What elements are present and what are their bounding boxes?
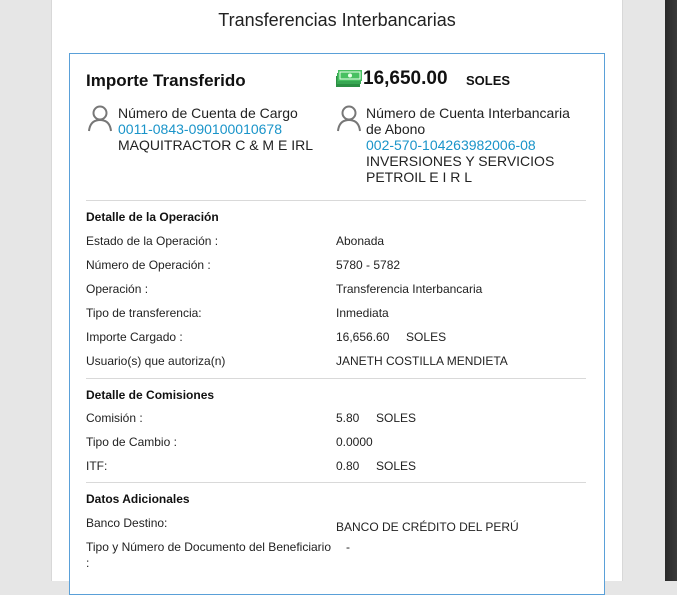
additional-data-section-title: Datos Adicionales	[86, 492, 190, 506]
user-icon	[87, 104, 113, 132]
itf-label: ITF:	[86, 459, 108, 473]
destination-bank-value: BANCO DE CRÉDITO DEL PERÚ	[336, 520, 519, 534]
charged-amount-label: Importe Cargado :	[86, 330, 183, 344]
credit-account-holder-line1: INVERSIONES Y SERVICIOS	[366, 153, 555, 169]
operation-section-title: Detalle de la Operación	[86, 210, 219, 224]
operation-status-value: Abonada	[336, 234, 385, 248]
divider	[86, 200, 586, 201]
destination-bank-label: Banco Destino:	[86, 516, 168, 530]
operation-type-value: Transferencia Interbancaria	[336, 282, 483, 296]
viewer-edge	[665, 0, 677, 581]
authorizing-users-label: Usuario(s) que autoriza(n)	[86, 354, 226, 368]
itf-value: 0.80 SOLES	[336, 459, 417, 473]
transferred-amount: 16,650.00	[363, 68, 448, 89]
credit-account-holder-line2: PETROIL E I R L	[366, 169, 473, 185]
document-page	[51, 0, 623, 581]
debit-account-label: Número de Cuenta de Cargo	[118, 105, 298, 121]
commission-label: Comisión :	[86, 411, 143, 425]
credit-account-label-line2: de Abono	[366, 121, 426, 137]
operation-number-value: 5780 - 5782	[336, 258, 401, 272]
divider	[86, 378, 586, 379]
commission-value: 5.80 SOLES	[336, 411, 417, 425]
charged-amount-value: 16,656.60 SOLES	[336, 330, 447, 344]
transfer-type-value: Inmediata	[336, 306, 389, 320]
beneficiary-document-value: -	[346, 540, 350, 554]
commissions-section-title: Detalle de Comisiones	[86, 388, 215, 402]
exchange-rate-label: Tipo de Cambio :	[86, 435, 177, 449]
operation-number-label: Número de Operación :	[86, 258, 211, 272]
user-icon	[336, 104, 362, 132]
page-title: Transferencias Interbancarias	[218, 10, 456, 30]
transfer-type-label: Tipo de transferencia:	[86, 306, 202, 320]
operation-type-label: Operación :	[86, 282, 149, 296]
exchange-rate-value: 0.0000	[336, 435, 373, 449]
debit-account-holder: MAQUITRACTOR C & M E IRL	[118, 137, 313, 153]
amount-label: Importe Transferido	[86, 71, 246, 90]
authorizing-users-value: JANETH COSTILLA MENDIETA	[336, 354, 508, 368]
transfer-detail-card	[69, 53, 605, 595]
operation-status-label: Estado de la Operación :	[86, 234, 219, 248]
divider	[86, 482, 586, 483]
money-icon	[336, 70, 362, 88]
credit-account-number: 002-570-104263982006-08	[366, 137, 536, 153]
debit-account-number: 0011-0843-090100010678	[118, 121, 283, 137]
beneficiary-document-label: Tipo y Número de Documento del Beneficiario	[86, 540, 332, 554]
credit-account-label-line1: Número de Cuenta Interbancaria	[366, 105, 570, 121]
beneficiary-document-label-colon: :	[86, 556, 90, 570]
amount-currency: SOLES	[466, 73, 511, 88]
